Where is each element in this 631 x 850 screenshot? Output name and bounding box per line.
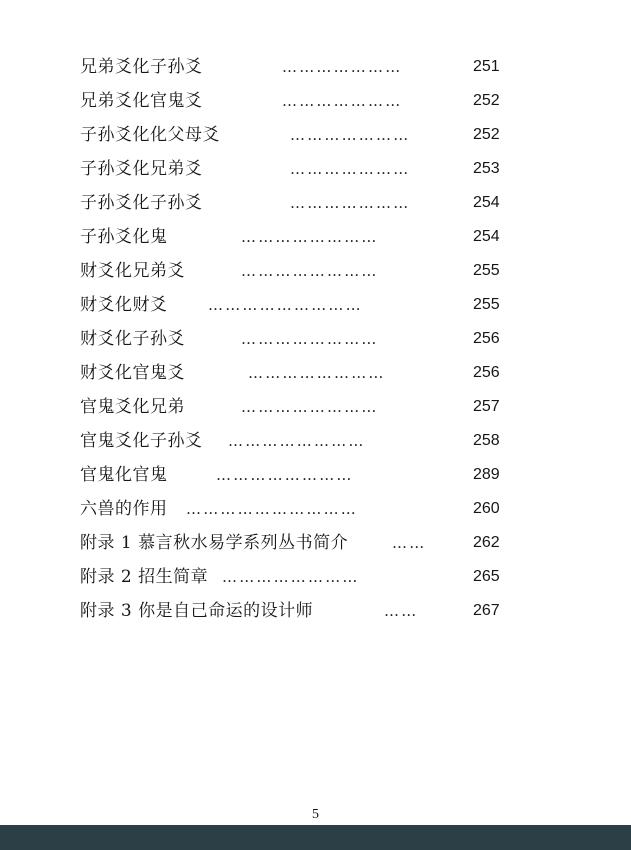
toc-entry-title: 财爻化财爻 [80,295,168,315]
toc-leader-dots: …………………… [248,364,386,382]
toc-entry [0,51,631,85]
toc-entry-title: 官鬼爻化兄弟 [80,397,185,417]
toc-leader-dots: ………………………… [186,500,358,518]
toc-page-number: 255 [473,296,500,313]
toc-entry-title: 附录 3 你是自己命运的设计师 [80,601,314,621]
toc-leader-dots: …………………… [241,262,379,280]
toc-entry [0,187,631,221]
toc-leader-dots: ………………… [290,126,411,144]
toc-entry [0,85,631,119]
toc-page-number: 254 [473,228,500,245]
toc-leader-dots: ………………… [290,194,411,212]
toc-page-number: 262 [473,534,500,551]
toc-page-number: 252 [473,126,500,143]
toc-entry [0,527,631,561]
toc-entry-title: 财爻化兄弟爻 [80,261,185,281]
toc-entry [0,323,631,357]
toc-leader-dots: ………………… [282,92,403,110]
toc-entry-title: 官鬼化官鬼 [80,465,168,485]
toc-page-number: 267 [473,602,500,619]
toc-entry-title: 兄弟爻化子孙爻 [80,57,203,77]
toc-leader-dots: …… [384,602,419,620]
toc-entry [0,595,631,629]
toc-entry [0,493,631,527]
toc-page-number: 253 [473,160,500,177]
toc-entry [0,119,631,153]
toc-page-number: 256 [473,330,500,347]
toc-leader-dots: …………………… [228,432,366,450]
toc-page-number: 254 [473,194,500,211]
toc-entry-title: 子孙爻化鬼 [80,227,168,247]
toc-entry-title: 六兽的作用 [80,499,168,519]
toc-entry-title: 财爻化子孙爻 [80,329,185,349]
toc-page-number: 255 [473,262,500,279]
toc-page-number: 289 [473,466,500,483]
page-number: 5 [312,807,319,822]
toc-page-number: 260 [473,500,500,517]
toc-leader-dots: …………………… [222,568,360,586]
toc-leader-dots: …………………… [216,466,354,484]
viewer-bottom-bar [0,825,631,850]
toc-entry [0,459,631,493]
toc-page-number: 257 [473,398,500,415]
toc-entry-title: 官鬼爻化子孙爻 [80,431,203,451]
toc-leader-dots: …………………… [241,398,379,416]
toc-entry-title: 兄弟爻化官鬼爻 [80,91,203,111]
toc-page-number: 252 [473,92,500,109]
toc-entry-title: 财爻化官鬼爻 [80,363,185,383]
toc-leader-dots: ………………… [282,58,403,76]
toc-page-number: 258 [473,432,500,449]
toc-entry [0,357,631,391]
toc-leader-dots: ………………… [290,160,411,178]
toc-entry-title: 附录 1 慕言秋水易学系列丛书简介 [80,533,349,553]
toc-leader-dots: …… [392,534,427,552]
toc-entry [0,391,631,425]
toc-leader-dots: ……………………… [208,296,363,314]
toc-entry [0,255,631,289]
toc-entry [0,289,631,323]
toc-entry [0,561,631,595]
toc-page-number: 251 [473,58,500,75]
toc-entry-title: 附录 2 招生简章 [80,567,209,587]
toc-entry [0,425,631,459]
toc-leader-dots: …………………… [241,330,379,348]
toc-entry [0,221,631,255]
toc-page-number: 265 [473,568,500,585]
toc-entry-title: 子孙爻化化父母爻 [80,125,220,145]
toc-entry [0,153,631,187]
toc-entry-title: 子孙爻化子孙爻 [80,193,203,213]
toc-page-number: 256 [473,364,500,381]
toc-leader-dots: …………………… [241,228,379,246]
toc-entry-title: 子孙爻化兄弟爻 [80,159,203,179]
